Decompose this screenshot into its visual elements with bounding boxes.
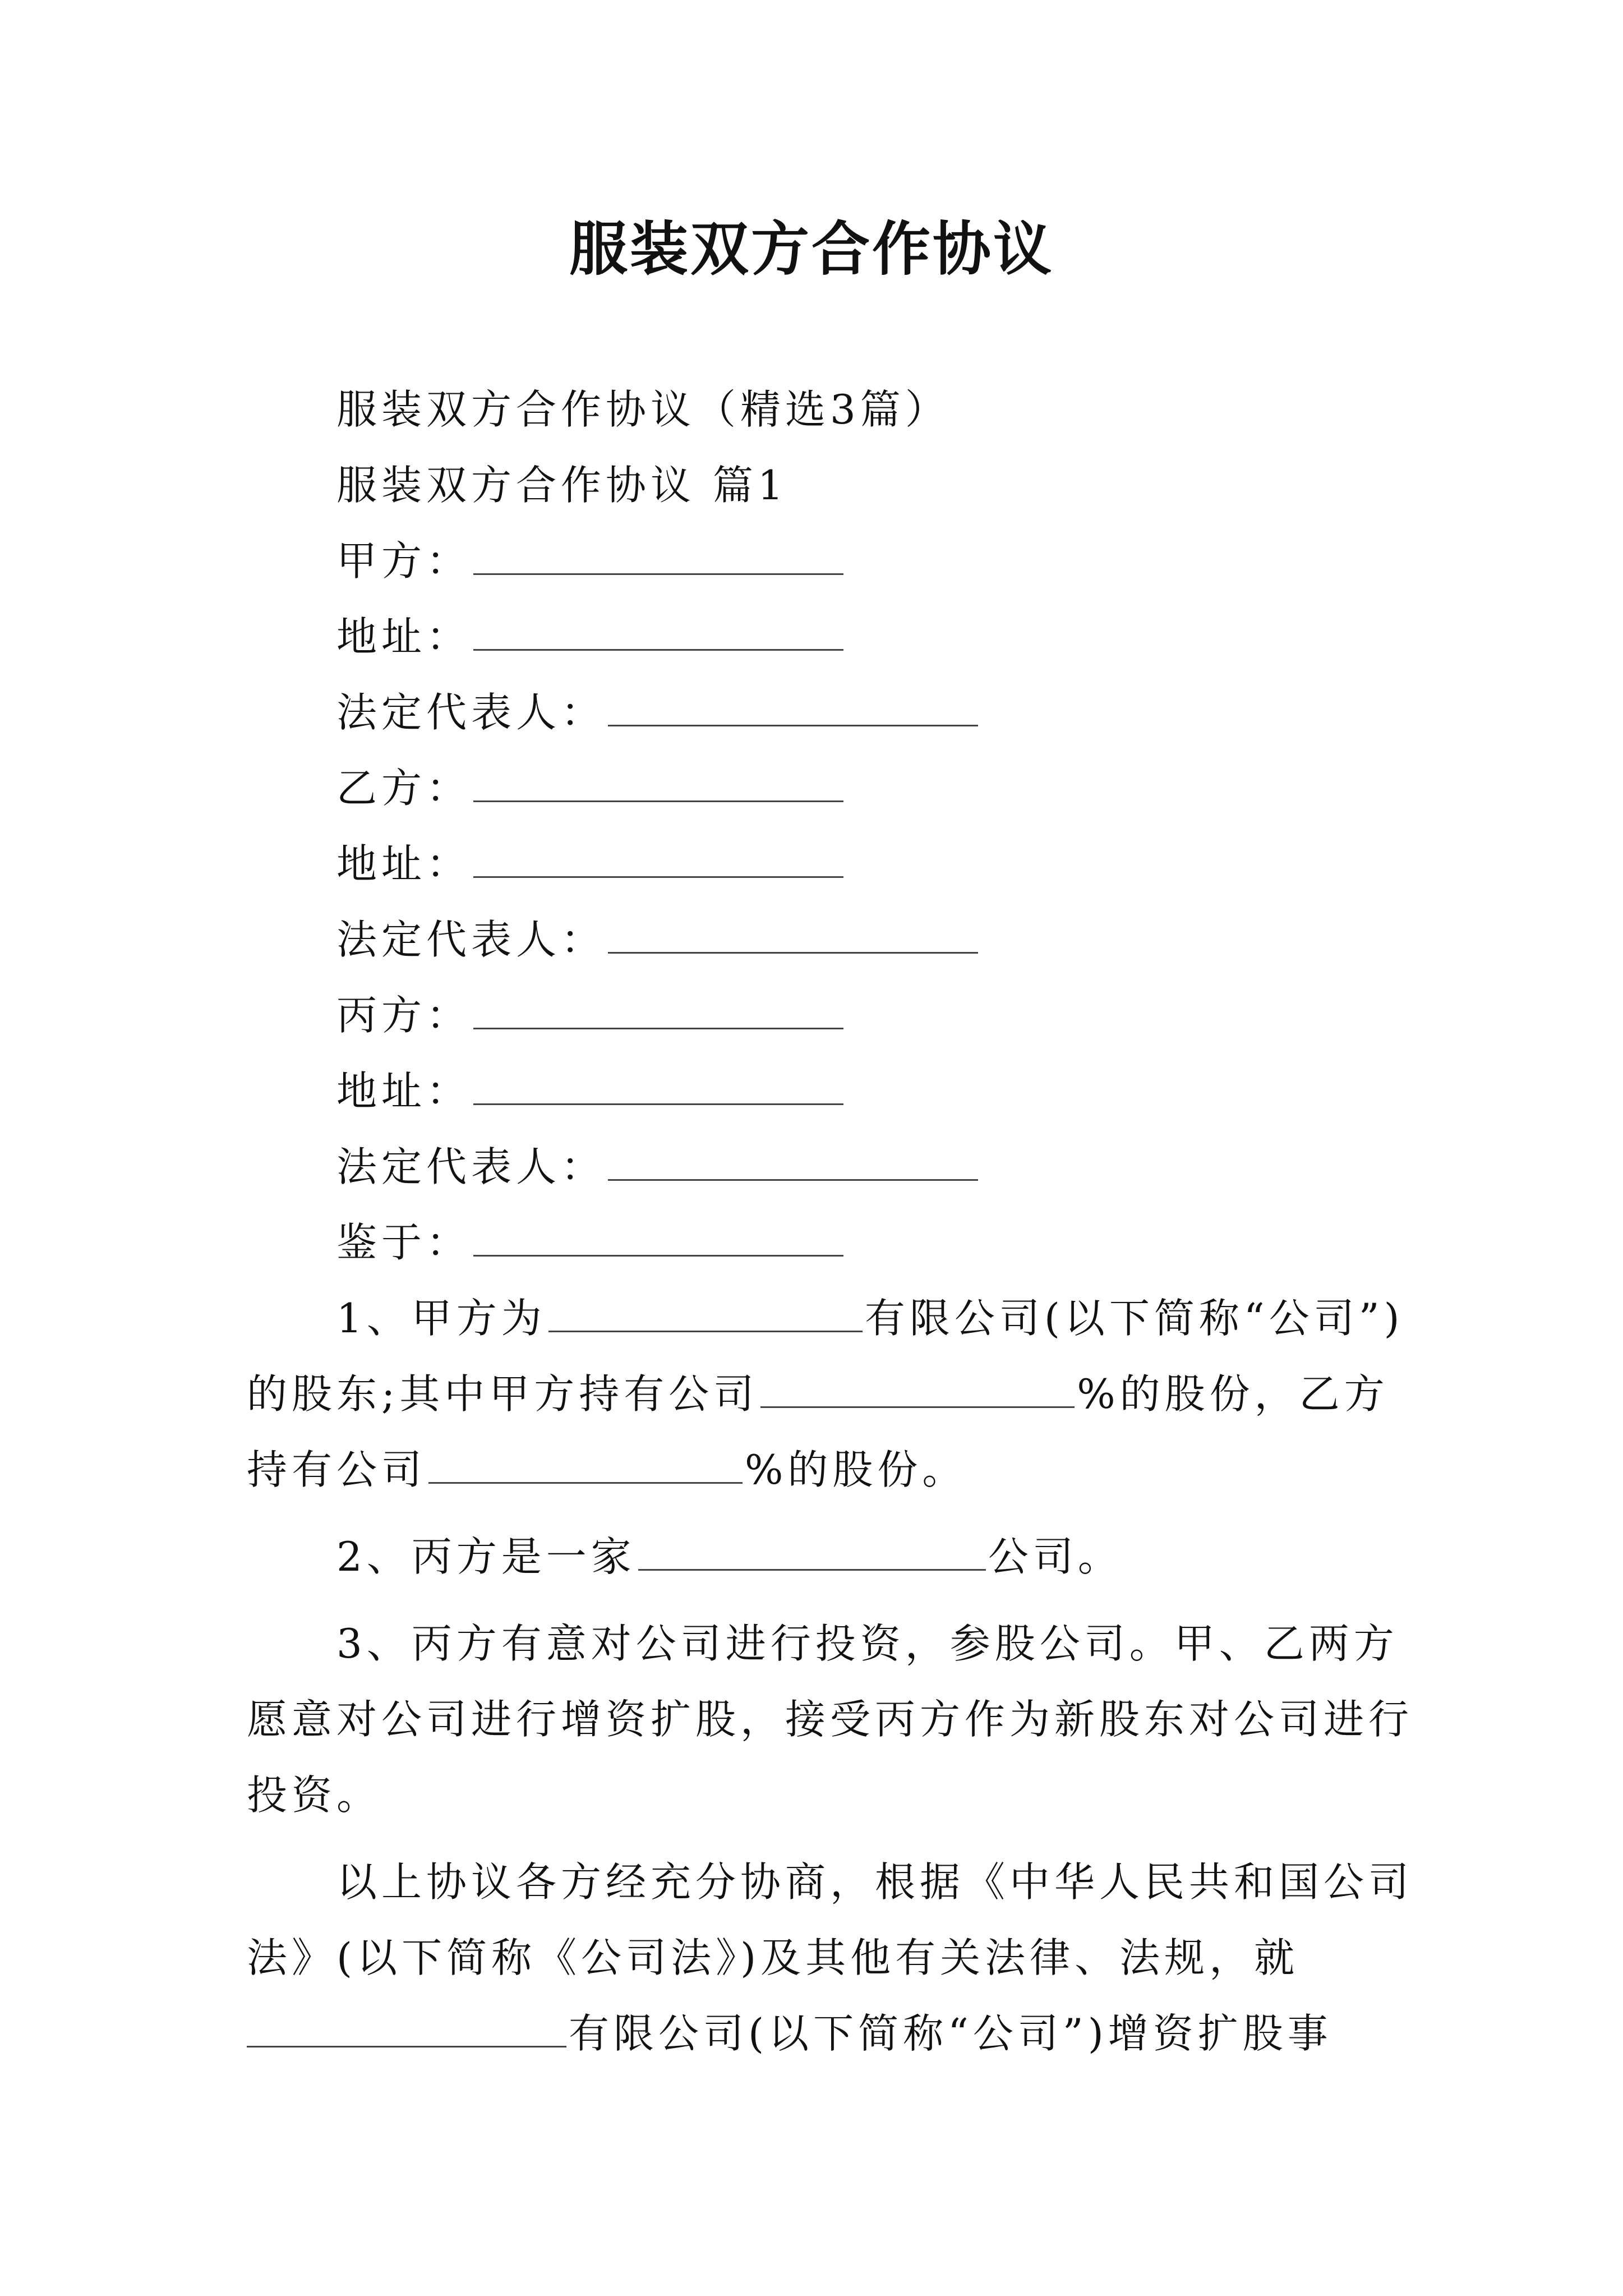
- field-whereas: [336, 1214, 846, 1271]
- fill-in-blank[interactable]: [608, 915, 978, 954]
- paragraph-2: [336, 1529, 1123, 1585]
- text: 1、甲方为: [336, 1295, 546, 1342]
- fill-in-blank[interactable]: [473, 1218, 843, 1257]
- subtitle: 服装双方合作协议（精选3篇）: [336, 386, 950, 433]
- fill-in-blank[interactable]: [473, 763, 843, 802]
- field-address-a: [336, 609, 846, 665]
- fill-in-blank[interactable]: [473, 991, 843, 1029]
- text: %的股份。: [745, 1446, 967, 1493]
- fill-in-blank[interactable]: [608, 688, 978, 726]
- text: 公司。: [988, 1533, 1123, 1580]
- field-label: 鉴于：: [336, 1219, 472, 1266]
- field-party-a: [336, 533, 846, 589]
- fill-in-blank[interactable]: [473, 536, 843, 575]
- fill-in-blank[interactable]: [760, 1369, 1075, 1408]
- paragraph-3-line-2: 愿意对公司进行增资扩股，接受丙方作为新股东对公司进行: [247, 1696, 1414, 1743]
- text: %的股份，乙方: [1077, 1370, 1389, 1418]
- field-label: 地址：: [336, 1068, 472, 1115]
- fill-in-blank[interactable]: [473, 839, 843, 878]
- field-label: 乙方：: [336, 765, 472, 812]
- section-heading: 服装双方合作协议 篇1: [336, 462, 788, 509]
- document-title: 服装双方合作协议: [569, 214, 1054, 283]
- paragraph-4-line-2: 法》(以下简称《公司法》)及其他有关法律、法规，就: [247, 1934, 1299, 1981]
- fill-in-blank[interactable]: [473, 612, 843, 651]
- field-legal-rep-c: [336, 1139, 980, 1195]
- field-label: 甲方：: [336, 537, 472, 585]
- field-label: 法定代表人：: [336, 689, 606, 736]
- field-party-b: [336, 760, 846, 816]
- field-label: 地址：: [336, 840, 472, 887]
- paragraph-3-line-3: 投资。: [247, 1772, 382, 1819]
- paragraph-3-line-1: 3、丙方有意对公司进行投资，参股公司。甲、乙两方: [336, 1620, 1399, 1667]
- fill-in-blank[interactable]: [247, 2009, 566, 2047]
- paragraph-1-line-3: [247, 1442, 967, 1498]
- field-address-b: [336, 836, 846, 892]
- text: 2、丙方是一家: [336, 1533, 636, 1580]
- field-party-c: [336, 987, 846, 1043]
- field-label: 丙方：: [336, 992, 472, 1039]
- field-label: 地址：: [336, 613, 472, 660]
- paragraph-1-line-2: [247, 1366, 1389, 1422]
- fill-in-blank[interactable]: [473, 1066, 843, 1105]
- fill-in-blank[interactable]: [548, 1294, 863, 1332]
- text: 有限公司(以下简称“公司”): [864, 1295, 1404, 1342]
- field-label: 法定代表人：: [336, 916, 606, 963]
- text: 有限公司(以下简称“公司”)增资扩股事: [569, 2010, 1332, 2057]
- text: 持有公司: [247, 1446, 427, 1493]
- paragraph-4-line-3: [247, 2005, 1332, 2062]
- text: 的股东;其中甲方持有公司: [247, 1370, 759, 1418]
- fill-in-blank[interactable]: [428, 1445, 743, 1484]
- field-label: 法定代表人：: [336, 1143, 606, 1190]
- fill-in-blank[interactable]: [638, 1532, 986, 1571]
- field-address-c: [336, 1063, 846, 1119]
- paragraph-1-line-1: [336, 1290, 1404, 1346]
- paragraph-4-line-1: 以上协议各方经充分协商，根据《中华人民共和国公司: [336, 1858, 1414, 1906]
- field-legal-rep-a: [336, 684, 980, 740]
- field-legal-rep-b: [336, 912, 980, 968]
- fill-in-blank[interactable]: [608, 1142, 978, 1181]
